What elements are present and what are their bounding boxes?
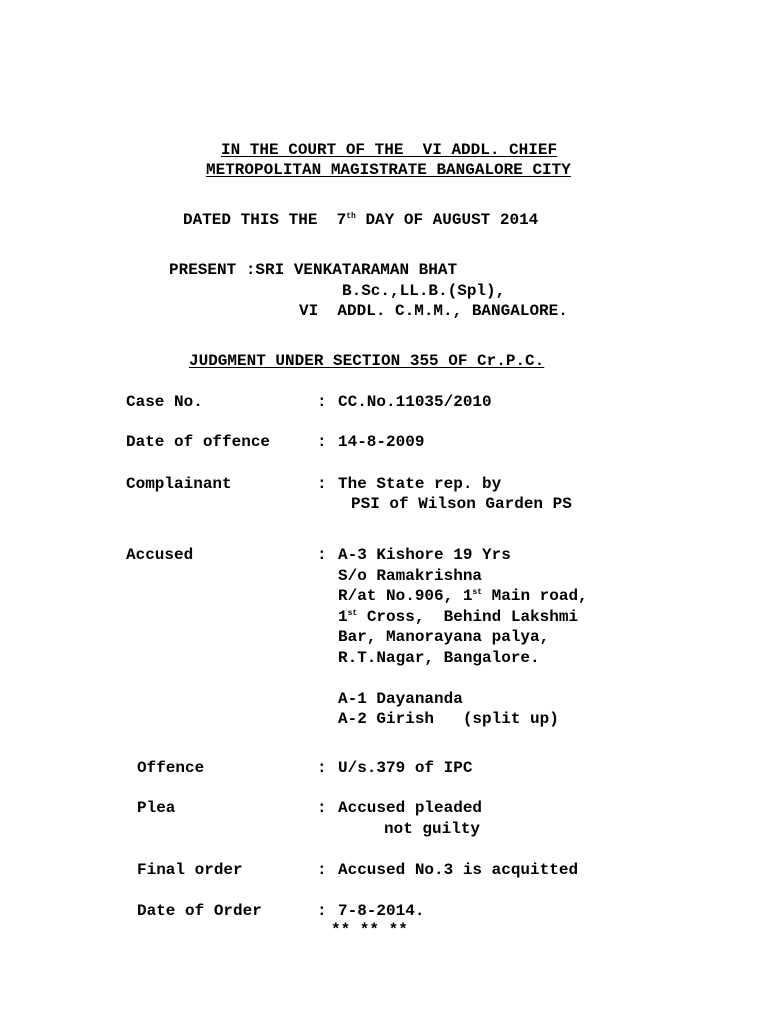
offence-label: Offence [137, 759, 205, 777]
court-heading-line1: IN THE COURT OF THE VI ADDL. CHIEF [221, 141, 558, 159]
dated-suffix: DAY OF AUGUST 2014 [355, 211, 539, 229]
complainant-separator: : [317, 475, 327, 493]
address1-pre: R/at No.906, 1 [338, 587, 473, 605]
accused-separator: : [317, 546, 327, 564]
case-no-value: CC.No.11035/2010 [338, 393, 492, 411]
address1-ordinal: st [472, 588, 483, 597]
case-no-separator: : [317, 393, 327, 411]
plea-value-line2: not guilty [384, 820, 481, 838]
address2-post: Cross, Behind Lakshmi [357, 608, 579, 626]
end-mark: ** ** ** [331, 921, 408, 939]
accused-a2: A-2 Girish (split up) [338, 710, 559, 728]
accused-a3-address-line2 [338, 607, 578, 627]
final-order-value: Accused No.3 is acquitted [338, 861, 579, 879]
dated-prefix: DATED THIS THE 7 [183, 211, 347, 229]
present-designation: VI ADDL. C.M.M., BANGALORE. [299, 302, 568, 320]
complainant-value-line1: The State rep. by [338, 475, 502, 493]
present-line1: PRESENT :SRI VENKATARAMAN BHAT [169, 261, 458, 279]
accused-a3-father: S/o Ramakrishna [338, 567, 483, 585]
accused-a3-name: A-3 Kishore 19 Yrs [338, 546, 511, 564]
date-of-order-label: Date of Order [137, 902, 262, 920]
court-heading-line2: METROPOLITAN MAGISTRATE BANGALORE CITY [206, 161, 571, 179]
case-no-label: Case No. [126, 393, 203, 411]
accused-a3-address-line4: R.T.Nagar, Bangalore. [338, 649, 540, 667]
plea-value-line1: Accused pleaded [338, 799, 483, 817]
date-of-offence-label: Date of offence [126, 433, 271, 451]
date-of-order-value: 7-8-2014. [338, 902, 425, 920]
complainant-label: Complainant [126, 475, 232, 493]
address1-post: Main road, [482, 587, 588, 605]
accused-label: Accused [126, 546, 194, 564]
present-qualification: B.Sc.,LL.B.(Spl), [342, 282, 506, 300]
plea-separator: : [317, 799, 327, 817]
offence-separator: : [317, 759, 327, 777]
complainant-value-line2: PSI of Wilson Garden PS [351, 495, 572, 513]
plea-label: Plea [137, 799, 176, 817]
accused-a3-address-line3: Bar, Manorayana palya, [338, 628, 550, 646]
address2-pre: 1 [338, 608, 348, 626]
date-of-order-separator: : [317, 902, 327, 920]
judgment-heading: JUDGMENT UNDER SECTION 355 OF Cr.P.C. [189, 352, 545, 370]
date-of-offence-separator: : [317, 433, 327, 451]
accused-a3-address-line1 [338, 586, 588, 606]
date-of-offence-value: 14-8-2009 [338, 433, 425, 451]
dated-line [183, 210, 538, 230]
final-order-label: Final order [137, 861, 243, 879]
final-order-separator: : [317, 861, 327, 879]
dated-ordinal: th [346, 212, 356, 221]
accused-a1: A-1 Dayananda [338, 690, 463, 708]
offence-value: U/s.379 of IPC [338, 759, 473, 777]
address2-ordinal: st [347, 609, 358, 618]
